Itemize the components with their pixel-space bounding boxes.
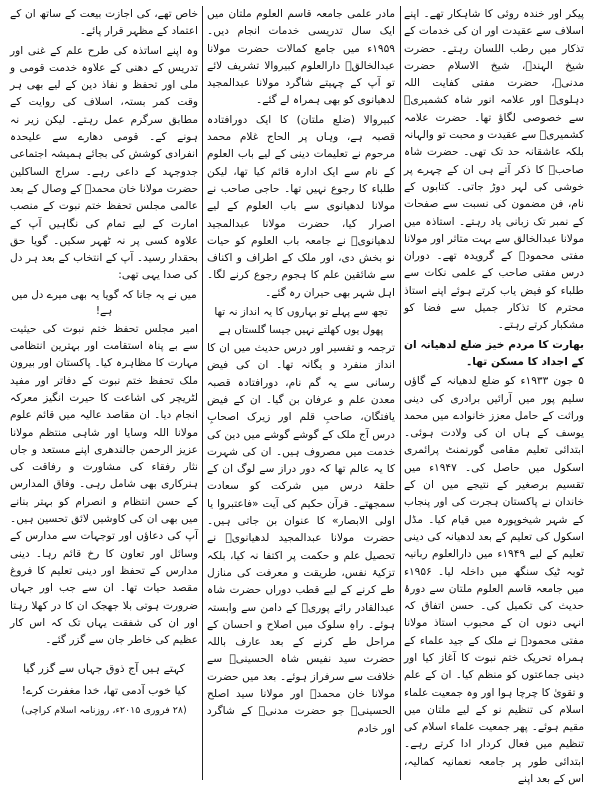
paragraph: ۵ جون ۱۹۳۳ء کو ضلع لدھیانہ کے گاؤں سلیم پور میں آرائیں برادری کی دینی وراثت کے حامل معزز خانوادے میں محمد یوسف کے ہاں ان کی ولادت ہوئی۔ ابتدائی تعلیم مقامی گورنمنٹ پرائمری اسکول میں حاصل کی۔ ۱۹۴۷ء میں تقسیم برصغیر کے نتیجے میں ان کے خاندان نے پاکستان ہجرت کی اور پنجاب کے شہر شیخوپورہ میں قیام کیا۔ مڈل اسکول کی تعلیم کے بعد لدھیانہ کی دینی تعلیم کے لیے ۱۹۴۹ء میں دارالعلوم ربانیہ ٹوبہ ٹیک سنگھ میں داخلہ لیا۔ ۱۹۵۶ء میں جامعہ قاسم العلوم ملتان سے دورۂ حدیث کی تکمیل کی۔ حسن اتفاق کہ انہی دنوں ان کے محبوب استاذ مولانا مفتی محمودؒ نے ملک کے جید علماء کے ہمراہ تحریک ختم نبوت کا آغاز کیا اور دینی جماعتوں کو منظم کیا۔ ان کے علم و تقویٰ کا چرچا ہوا اور وہ جمعیت علماء اسلام کی تنظیم نو کے لیے ملتان میں مقیم ہوئے۔ پھر جمعیت علماء اسلام کی تنظیم میں فعال کردار ادا کرتے رہے۔ ابتدائی طور پر جامعہ نعمانیہ کمالیہ، اس کے بعد اپنے <box>404 375 584 786</box>
column-divider <box>202 6 203 780</box>
column-right <box>404 6 584 786</box>
closing-verse-line: کہتے ہیں آج ذوق جہاں سے گزر گیا <box>23 662 185 676</box>
paragraph: ترجمہ و تفسیر اور درس حدیث میں ان کا انداز منفرد و یگانہ تھا۔ ان کی فیض رسانی سے یہ گم نام، دورافتادہ قصبہ معدن علم و عرفان بن گیا۔ ان کے فیض یافتگان، صاحبِ قلم اور زیرک اصحابِ درس آج ملک کے گوشے گوشے میں دین کی خدمت میں مصروف ہیں۔ ان کی شہرت کا یہ عالم تھا کہ دور دراز سے لوگ ان کے حلقۂ درس میں شرکت کو سعادت سمجھتے۔ قرآن حکیم کی آیت «فاعتبروا یا اولی الابصار» کا عنوان بن جاتی ہیں۔ حضرت مولانا عبدالمجید لدھیانویؒ نے تحصیل علم و حکمت پر اکتفا نہ کیا، بلکہ تزکیۂ نفس، طریقت و معرفت کی منازل طے کرنے کے لیے قطب دوراں حضرت شاہ عبدالقادر رائے پوریؒ کے دامن سے وابستہ ہوئے۔ راہِ سلوک میں اصلاح و احسان کے مراحل طے کرنے کے بعد عارف باللہ حضرت سید نفیس شاہ الحسینیؒ سے خلافت سے سرفراز ہوئے۔ بعد میں حضرت مولانا خان محمدؒ اور مولانا سید اصلح الحسینیؒ جو حضرت مدنیؒ کے شاگرد اور خادم <box>207 342 395 735</box>
paragraph: مادر علمی جامعہ قاسم العلوم ملتان میں ایک سال تدریسی خدمات انجام دیں۔ ۱۹۵۹ء میں جامع کمالات حضرت مولانا عبدالخالقؒ دارالعلوم کبیروالا تشریف لائے تو آپ کے چہیتے شاگرد مولانا عبدالمجید لدھیانوی کو بھی ہمراہ لے گئے۔ <box>207 8 395 107</box>
verse-line: میں نے یہ جانا کہ گویا یہ بھی میرے دل میں ہے! <box>11 288 197 317</box>
paragraph: پیکر اور خندہ روئی کا شاہکار تھے۔ اپنے اسلاف سے عقیدت اور ان کی خدمات کے تذکار میں رطب اللسان رہتے۔ حضرت شیخ الہندؒ، شیخ الاسلام حضرت مدنیؒ، حضرت مفتی کفایت اللہ دہلویؒ اور علامہ انور شاہ کشمیریؒ سے خصوصی لگاؤ تھا۔ حضرت علامہ کشمیریؒ سے عقیدت و محبت تو والہانہ بلکہ عاشقانہ حد تک تھی۔ حضرت شاہ صاحبؒ کا ذکر آتے ہی ان کے چہرے پر خوشی کی لہر دوڑ جاتی۔ کتابوں کے نام، فن مضمون کی نسبت سے صفحات کے نمبر تک زبانی یاد رہتے۔ استاذہ میں مولانا عبدالخالق سے بہت متاثر اور مولانا مفتی محمودؒ کے گرویدہ تھے۔ دوران درس مفتی صاحب کے علمی نکات سے طلباء کو فیض یاب کرتے ہوئے اپنے استاذ محترم کا تذکار جمیل سے فضا کو مشکبار کرتے رہتے۔ <box>404 8 584 332</box>
paragraph: خاص تھے، کی اجازت بیعت کے ساتھ ان کے اعتماد کے مظہر قرار پائے۔ <box>10 8 198 38</box>
verse-line: پھول یوں کھلتے نہیں جیسا گلستاں ہے <box>218 324 384 337</box>
section-heading: بھارت کا مردم خیز ضلع لدھیانہ ان کے اجداد کا مسکن تھا۔ <box>404 338 584 368</box>
closing-verse-line: کیا خوب آدمی تھا، خدا مغفرت کرے! <box>21 684 187 698</box>
paragraph: امیر مجلس تحفظ ختم نبوت کی حیثیت سے بے پناہ استقامت اور بہترین انتظامی مہارت کا مظاہرہ کیا۔ پاکستان اور بیرون ملک تحفظ ختم نبوت کے دفاتر اور مفید لٹریچر کی اشاعت کا حیرت انگیز معرکہ انجام دیا۔ ان مقاصد عالیہ میں قائم علوم مولانا اللہ وسایا اور شاہی منتظم مولانا عزیز الرحمن جالندھری اپنے مستعد و جاں نثار رفقاء کی مشاورت و رفاقت کی ہنرکاری بھی شامل رہی۔ وفاق المدارس کے حسن انتظام و انصرام کو بہتر بنانے میں بھی ان کی کاوشیں لائق تحسین ہیں۔ آپ کی دعاؤں اور توجہات سے مدارس کے وسائل اور تعاون کا رخ قائم رہا۔ دینی مدارس کے تحفظ اور دینی تعلیم کا فروغ مقصد حیات تھا۔ ان سے جب اور جہاں ضرورت ہوتی بلا جھجک ان کا در کھلا رہتا اور ان کی شفقت یہاں تک کہ اس کار عظیم کی خاطر جان سے گزر گئے۔ <box>10 322 198 647</box>
source-citation: (۲۸ فروری ۲۰۱۵ء، روزنامہ اسلام کراچی) <box>21 705 187 717</box>
verse-line: تجھ سے پہلے تو بہاروں کا یہ انداز نہ تھا <box>214 306 388 319</box>
paragraph: کبیروالا (ضلع ملتان) کا ایک دورافتادہ قصبہ ہے، وہاں پر الحاج غلام محمد مرحوم نے تعلیمات دینی کے لیے باب العلوم کے نام سے ایک ادارہ قائم کیا تھا، لیکن طلباء کا رجوع نہیں تھا۔ حاجی صاحب نے مولانا لدھیانوی سے باب العلوم کے لیے اصرار کیا، حضرت مولانا عبدالمجید لدھیانویؒ نے جامعہ باب العلوم کو حیات نو بخش دی، اور ملک کے اطراف و اکناف سے شائقین علم کا ہجوم رجوع کرنے لگا۔ اہل شہر بھی حیران رہ گئے۔ <box>207 113 395 299</box>
paragraph: وہ اپنے اساتذہ کی طرح علم کے غنی اور تدریس کے دھنی کے علاوہ خدمت قومی و ملی اور تحفظ و نفاذ دین کے لیے بھی ہر وقت کمر بستہ، اسلاف کی روایت کے مطابق سرگرم عمل رہتے۔ لیکن زیر نہ ہونے کے۔ قومی دھارے سے علیحدہ انفرادی کوشش کی بجائے ہمیشہ اجتماعی جدوجہد کے داعی رہے۔ سراج الساکلین حضرت مولانا خان محمدؒ کے وصال کے بعد عالمی مجلس تحفظ ختم نبوت کے منصب امارت کے لیے تمام کی نگاہیں آپ کے علاوہ کسی پر نہ ٹھہر سکیں۔ گویا حق بحقدار رسید۔ آپ کے انتخاب کے بعد ہر دل کی صدا یہی تھی: <box>10 44 198 282</box>
column-divider <box>400 6 401 780</box>
column-left <box>10 6 198 778</box>
column-middle <box>207 6 395 778</box>
